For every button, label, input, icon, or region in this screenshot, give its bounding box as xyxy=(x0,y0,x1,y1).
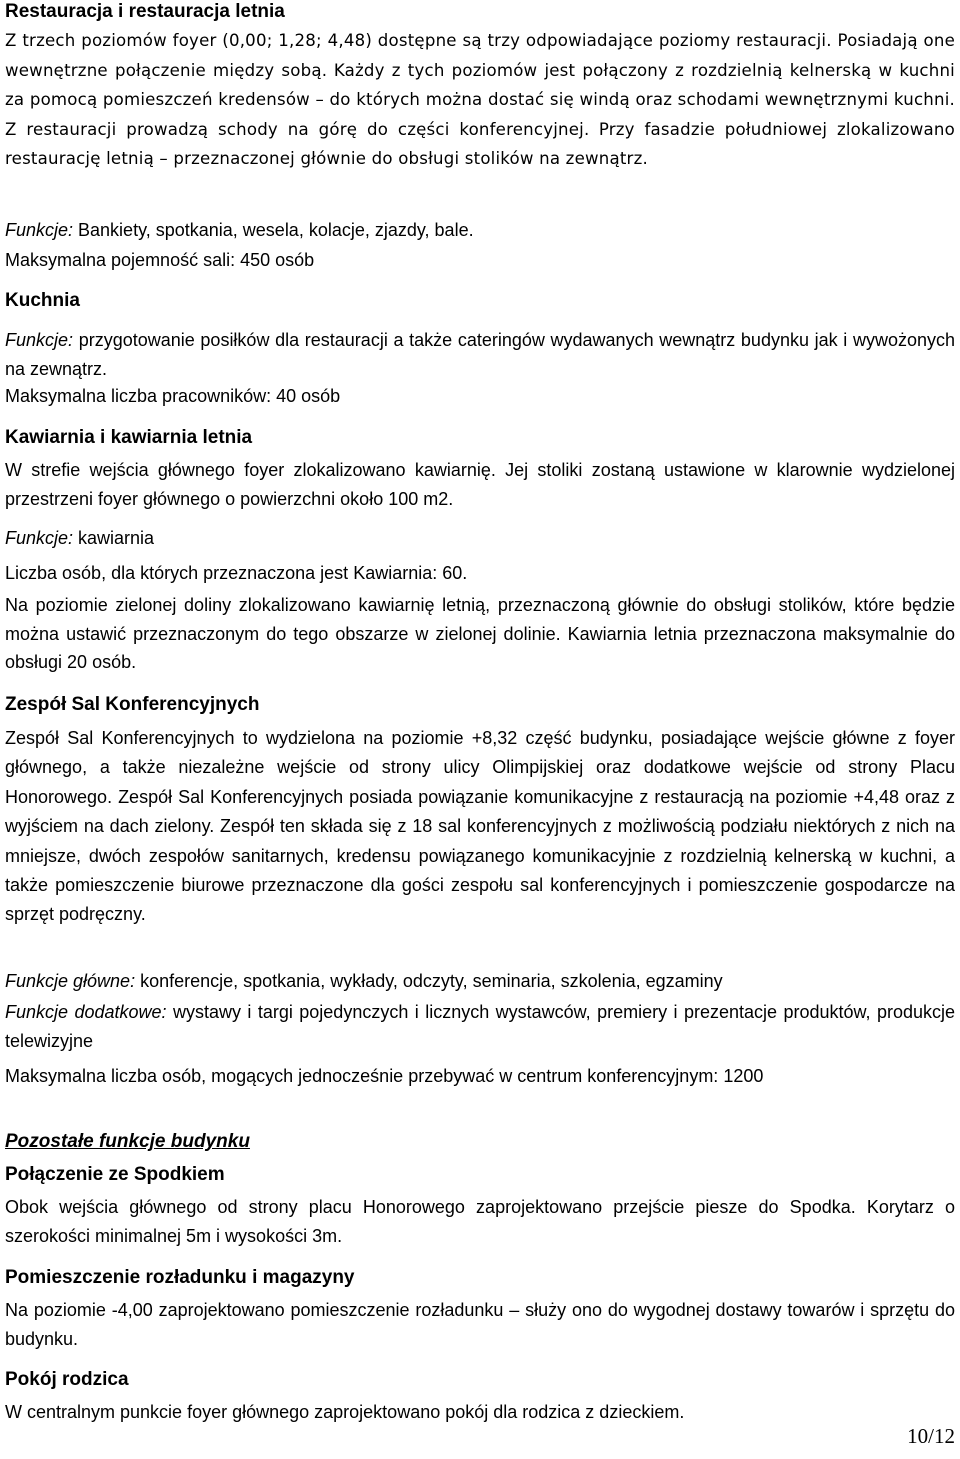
paragraph-zespol: Zespół Sal Konferencyjnych to wydzielona na poziomie +8,32 część budynku, posiadające wejście główne z foyer głównego, a także niezależne wejście od strony ulicy Olimpijskiej oraz dodatkowe wejście od strony Placu Honorowego. Zespół Sal Konferencyjnych posiada powiązanie komunikacyjne z restauracją na poziomie +4,48 oraz z wyjściem na dach zielony. Zespół ten składa się z 18 sal konferencyjnych z możliwością podziału niektórych z nich na mniejsze, dwóch zespołów sanitarnych, kredensu powiązanego komunikacyjnie z rozdzielnią kelnerską w kuchni, a także pomieszczenie biurowe przeznaczone dla gości zespołu sal konferencyjnych i pomieszczenie gospodarcze na sprzęt podręczny. xyxy=(5,728,955,925)
paragraph-restauracja xyxy=(5,26,955,174)
funkcje-kuchnia xyxy=(5,326,955,383)
heading-rodzic: Pokój rodzica xyxy=(5,1369,129,1390)
funkcje-label: Funkcje: xyxy=(5,528,74,548)
funkcje-restauracja xyxy=(5,216,474,245)
heading-kawiarnia: Kawiarnia i kawiarnia letnia xyxy=(5,427,253,448)
funkcje-text: kawiarnia xyxy=(73,528,155,548)
paragraph-rodzic: W centralnym punkcie foyer głównego zaprojektowano pokój dla rodzica z dzieckiem. xyxy=(5,1402,685,1422)
page-number: 10/12 xyxy=(907,1424,955,1448)
funkcje-text: przygotowanie posiłków dla restauracji a także cateringów wydawanych wewnątrz budynku jak i wywożonych na zewnątrz. xyxy=(5,330,955,379)
heading-zespol: Zespół Sal Konferencyjnych xyxy=(5,694,260,715)
funkcje-dodatkowe-text: wystawy i targi pojedynczych i licznych wystawców, premiery i prezentacje produktów, produkcje telewizyjne xyxy=(5,1002,955,1051)
maks-text: Maksymalna liczba osób, mogących jednocześnie przebywać w centrum konferencyjnym: 1200 xyxy=(5,1066,764,1086)
heading-restauracja: Restauracja i restauracja letnia xyxy=(5,1,285,22)
funkcje-label: Funkcje: xyxy=(5,330,74,350)
funkcje-glowne-label: Funkcje główne: xyxy=(5,971,136,991)
funkcje-label: Funkcje: xyxy=(5,220,74,240)
paragraph-kawiarnia-letnia: Na poziomie zielonej doliny zlokalizowano kawiarnię letnią, przeznaczoną głównie do obsługi stolików, które będzie można ustawić przeznaczonym do tego obszarze w zielonej dolinie. Kawiarnia letnia przeznaczona maksymalnie do obsługi 20 osób. xyxy=(5,595,955,673)
text-restauracja-a: Z trzech poziomów foyer (0,00; 1,28; 4,48) dostępne są trzy odpowiadające poziomy restauracji. Posiadają one wewnętrzne połączenie między sobą. xyxy=(5,31,955,80)
funkcje-glowne xyxy=(5,967,723,996)
heading-pozostale: Pozostałe funkcje budynku xyxy=(5,1131,250,1152)
liczba-text: Liczba osób, dla których przeznaczona jest Kawiarnia: 60. xyxy=(5,563,468,583)
heading-kuchnia: Kuchnia xyxy=(5,290,80,311)
text-restauracja-b: Każdy z tych poziomów jest połączony z rozdzielnią kelnerską w kuchni za pomocą pomieszczeń kredensów – do których można dostać się windą oraz schodami wewnętrznymi kuchni. Z restauracji prowadzą schody na górę do części konferencyjnej. xyxy=(5,60,955,139)
paragraph-kawiarnia: W strefie wejścia głównego foyer zlokalizowano kawiarnię. Jej stoliki zostaną ustawione w klarownie wydzielonej przestrzeni foyer głównego o powierzchni około 100 m2. xyxy=(5,460,955,509)
funkcje-kawiarnia xyxy=(5,524,154,553)
funkcje-text: Bankiety, spotkania, wesela, kolacje, zjazdy, bale. xyxy=(73,220,474,240)
heading-magazyn: Pomieszczenie rozładunku i magazyny xyxy=(5,1267,355,1288)
funkcje-dodatkowe xyxy=(5,998,955,1055)
section-restauracja xyxy=(5,0,955,174)
funkcje-glowne-text: konferencje, spotkania, wykłady, odczyty, seminaria, szkolenia, egzaminy xyxy=(135,971,723,991)
pracownicy-text: Maksymalna liczba pracowników: 40 osób xyxy=(5,386,341,406)
funkcje-dodatkowe-label: Funkcje dodatkowe: xyxy=(5,1002,167,1022)
paragraph-magazyn: Na poziomie -4,00 zaprojektowano pomieszczenie rozładunku – służy ono do wygodnej dostawy towarów i sprzętu do budynku. xyxy=(5,1300,955,1349)
paragraph-spodek: Obok wejścia głównego od strony placu Honorowego zaprojektowano przejście piesze do Spodka. Korytarz o szerokości minimalnej 5m i wysokości 3m. xyxy=(5,1197,955,1246)
heading-spodek: Połączenie ze Spodkiem xyxy=(5,1164,225,1185)
pojemnosc-text: Maksymalna pojemność sali: 450 osób xyxy=(5,250,315,270)
text-restauracja-c: Przy fasadzie południowej zlokalizowano restaurację letnią – przeznaczonej głównie do obsługi stolików na zewnątrz. xyxy=(5,119,955,169)
